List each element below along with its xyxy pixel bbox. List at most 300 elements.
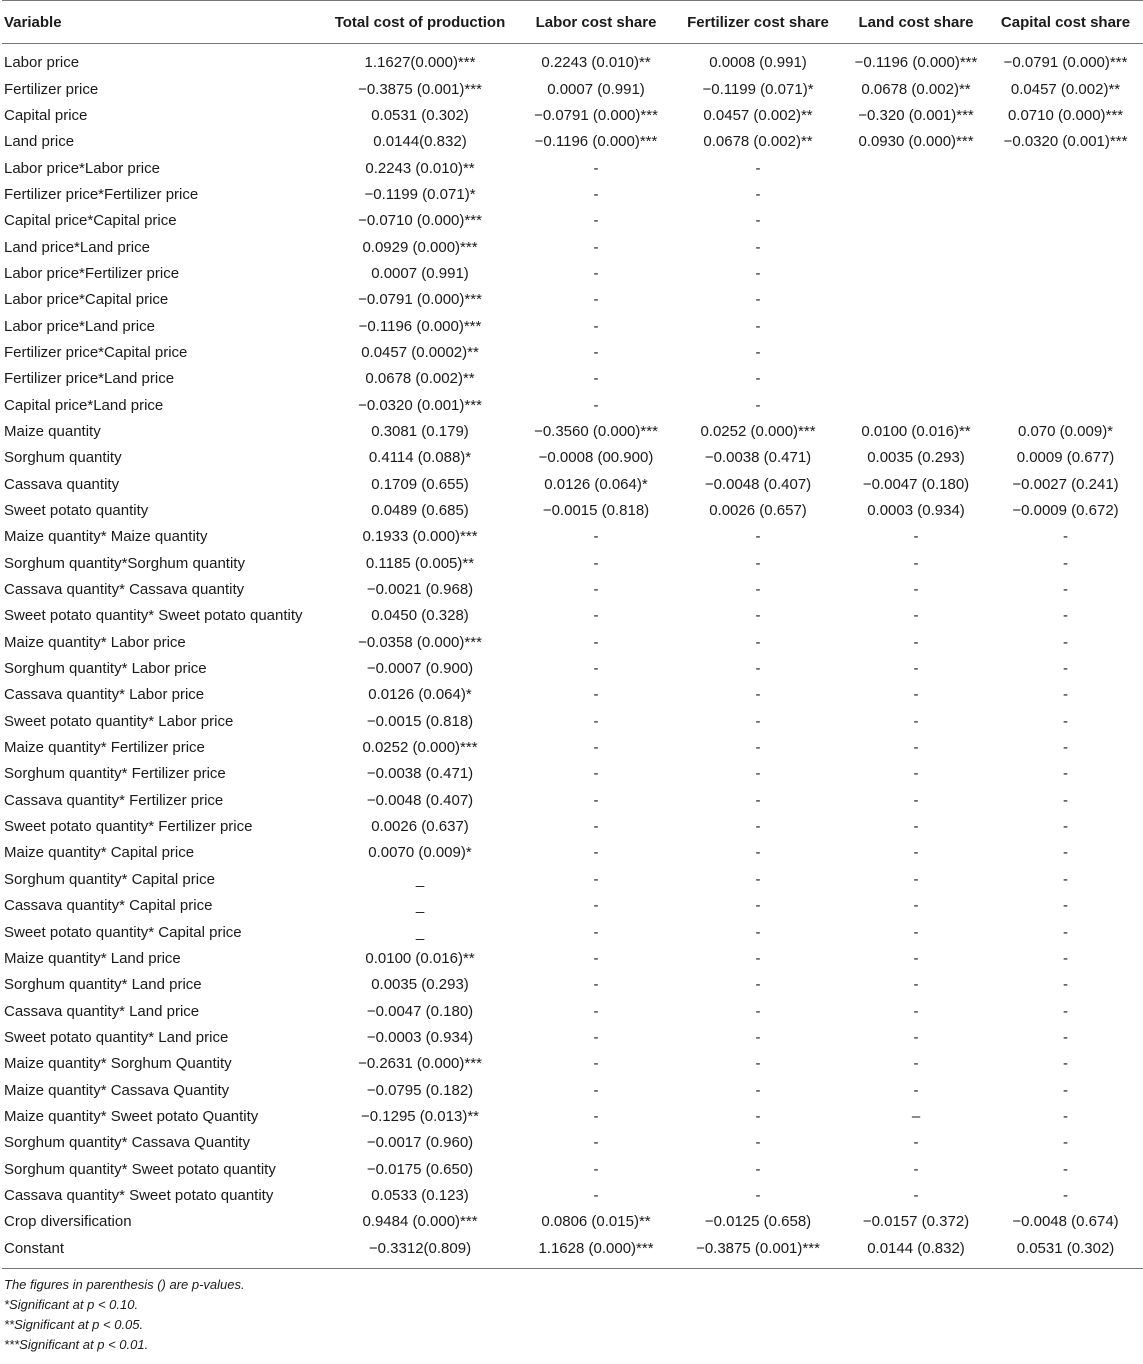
cell-labor-share: - (593, 791, 599, 809)
cell-total-cost: 0.1709 (0.655) (371, 475, 469, 493)
cell-variable: Cassava quantity* Land price (4, 1002, 200, 1020)
table-row (2, 524, 1143, 550)
cell-total-cost: 0.9484 (0.000)*** (362, 1213, 478, 1231)
cell-variable: Sweet potato quantity* Capital price (4, 923, 242, 941)
table-header (2, 1, 1143, 44)
cell-variable: Sorghum quantity* Fertilizer price (4, 765, 226, 783)
cell-variable: Sorghum quantity* Land price (4, 976, 202, 994)
cell-labor-share: - (593, 1160, 599, 1178)
table-row (2, 551, 1143, 577)
cell-land-share: - (913, 1081, 919, 1099)
cell-total-cost: 0.0533 (0.123) (371, 1186, 469, 1204)
cell-land-share: 0.0003 (0.934) (867, 502, 965, 520)
cell-variable: Labor price (4, 54, 80, 72)
cell-land-share: - (913, 607, 919, 625)
cell-variable: Cassava quantity* Cassava quantity (4, 581, 245, 599)
cell-fertilizer-share: 0.0026 (0.657) (709, 502, 807, 520)
cell-variable: Sorghum quantity* Capital price (4, 870, 215, 888)
cell-labor-share: - (593, 317, 599, 335)
cell-labor-share: - (593, 870, 599, 888)
cell-variable: Sorghum quantity*Sorghum quantity (4, 554, 245, 572)
cell-total-cost: 0.1933 (0.000)*** (362, 528, 478, 546)
cell-total-cost: −0.1295 (0.013)** (360, 1107, 479, 1125)
cell-fertilizer-share: - (755, 1186, 761, 1204)
cell-labor-share: - (593, 949, 599, 967)
cell-variable: Labor price*Land price (4, 317, 155, 335)
cell-total-cost: −0.0048 (0.407) (366, 791, 474, 809)
table-row (2, 1209, 1143, 1235)
cell-fertilizer-share: - (755, 844, 761, 862)
cell-labor-share: 0.2243 (0.010)** (541, 54, 651, 72)
cell-total-cost: _ (415, 870, 425, 888)
cell-labor-share: - (593, 897, 599, 915)
cell-capital-share: - (1063, 765, 1068, 783)
cell-fertilizer-share: - (755, 870, 761, 888)
cell-capital-share: - (1063, 791, 1068, 809)
cell-variable: Sorghum quantity* Cassava Quantity (4, 1134, 250, 1152)
cell-capital-share (988, 287, 1143, 313)
cell-land-share (844, 366, 988, 392)
table-row (2, 208, 1143, 234)
cell-land-share: 0.0144 (0.832) (844, 1235, 988, 1268)
cell-labor-share: - (593, 291, 599, 309)
table-row (2, 814, 1143, 840)
header-land-cost-share: Land cost share (844, 1, 988, 44)
cell-capital-share: - (1063, 528, 1068, 546)
cell-capital-share: - (1063, 1028, 1068, 1046)
cell-variable: Sweet potato quantity (4, 502, 149, 520)
regression-table (2, 0, 1143, 1269)
cell-fertilizer-share: - (755, 660, 761, 678)
cell-labor-share: - (593, 1028, 599, 1046)
cell-labor-share: - (593, 159, 599, 177)
cell-fertilizer-share: −0.1199 (0.071)* (702, 80, 814, 98)
cell-fertilizer-share: - (755, 528, 761, 546)
cell-total-cost: 0.0100 (0.016)** (365, 949, 475, 967)
table-row (2, 603, 1143, 629)
cell-total-cost: 0.0252 (0.000)*** (362, 739, 478, 757)
cell-fertilizer-share: - (755, 818, 761, 836)
cell-fertilizer-share: −0.3875 (0.001)*** (672, 1235, 844, 1268)
cell-capital-share (988, 261, 1143, 287)
note-line: **Significant at p < 0.05. (4, 1316, 144, 1332)
cell-variable: Maize quantity* Sorghum Quantity (4, 1055, 232, 1073)
table-row (2, 1130, 1143, 1156)
table-row (2, 893, 1143, 919)
table-row (2, 498, 1143, 524)
cell-variable: Maize quantity* Sweet potato Quantity (4, 1107, 259, 1125)
cell-land-share: - (913, 897, 919, 915)
table-row (2, 366, 1143, 392)
cell-land-share (844, 287, 988, 313)
cell-fertilizer-share: - (755, 1134, 761, 1152)
cell-total-cost: −0.0021 (0.968) (366, 581, 474, 599)
cell-land-share: - (913, 923, 919, 941)
cell-capital-share: −0.0048 (0.674) (1012, 1213, 1119, 1231)
cell-land-share: - (913, 633, 919, 651)
cell-capital-share: - (1063, 1186, 1068, 1204)
cell-labor-share: - (593, 1107, 599, 1125)
cell-capital-share: - (1063, 633, 1068, 651)
cell-labor-share: 0.0007 (0.991) (547, 80, 645, 98)
cell-fertilizer-share: - (755, 264, 761, 282)
cell-fertilizer-share: - (755, 1002, 761, 1020)
table-row (2, 788, 1143, 814)
cell-fertilizer-share: - (755, 554, 761, 572)
cell-variable: Capital price*Land price (4, 396, 164, 414)
cell-fertilizer-share: - (755, 607, 761, 625)
cell-labor-share: - (593, 844, 599, 862)
cell-total-cost: 0.0929 (0.000)*** (362, 238, 478, 256)
cell-fertilizer-share: - (755, 1160, 761, 1178)
cell-variable: Cassava quantity* Sweet potato quantity (4, 1186, 274, 1204)
cell-land-share: - (913, 1055, 919, 1073)
cell-labor-share: - (593, 923, 599, 941)
cell-land-share: 0.0100 (0.016)** (861, 422, 971, 440)
note-line: The figures in parenthesis () are p-values. (4, 1276, 245, 1292)
cell-fertilizer-share: - (755, 897, 761, 915)
cell-fertilizer-share: - (755, 1107, 761, 1125)
cell-variable: Fertilizer price (4, 80, 99, 98)
cell-fertilizer-share: - (755, 765, 761, 783)
cell-total-cost: −0.2631 (0.000)*** (358, 1055, 482, 1073)
cell-labor-share: −0.0791 (0.000)*** (534, 106, 658, 124)
cell-fertilizer-share: - (755, 212, 761, 230)
cell-capital-share: - (1063, 1107, 1068, 1125)
table-row (2, 313, 1143, 339)
cell-capital-share: - (1063, 1160, 1068, 1178)
cell-capital-share: - (1063, 1134, 1068, 1152)
cell-labor-share: - (593, 1055, 599, 1073)
cell-fertilizer-share: - (755, 976, 761, 994)
cell-capital-share: - (1063, 844, 1068, 862)
table-row (2, 1235, 1143, 1268)
cell-fertilizer-share: 0.0252 (0.000)*** (700, 422, 816, 440)
cell-variable: Sweet potato quantity* Sweet potato quantity (4, 607, 303, 625)
cell-total-cost: −0.0710 (0.000)*** (358, 212, 482, 230)
table-row (2, 867, 1143, 893)
table-row (2, 577, 1143, 603)
cell-capital-share (988, 313, 1143, 339)
cell-land-share: - (913, 844, 919, 862)
cell-variable: Sorghum quantity (4, 449, 122, 467)
cell-land-share (844, 392, 988, 418)
cell-total-cost: 0.3081 (0.179) (371, 422, 469, 440)
cell-land-share: - (913, 686, 919, 704)
cell-total-cost: 0.0457 (0.0002)** (361, 343, 479, 361)
cell-fertilizer-share: −0.0038 (0.471) (704, 449, 812, 467)
cell-variable: Maize quantity* Cassava Quantity (4, 1081, 230, 1099)
cell-fertilizer-share: - (755, 923, 761, 941)
cell-labor-share: 1.1628 (0.000)*** (520, 1235, 672, 1268)
cell-variable: Land price (4, 133, 75, 151)
cell-total-cost: −0.0320 (0.001)*** (358, 396, 482, 414)
cell-capital-share: - (1063, 607, 1068, 625)
cell-total-cost: −0.0007 (0.900) (366, 660, 474, 678)
cell-variable: Capital price*Capital price (4, 212, 177, 230)
cell-total-cost: _ (415, 923, 425, 941)
cell-fertilizer-share: - (755, 396, 761, 414)
cell-total-cost: −0.0791 (0.000)*** (358, 291, 482, 309)
cell-land-share (844, 208, 988, 234)
cell-fertilizer-share: - (755, 291, 761, 309)
cell-total-cost: 0.0070 (0.009)* (368, 844, 472, 862)
cell-variable: Maize quantity (4, 422, 101, 440)
cell-land-share: - (913, 1028, 919, 1046)
cell-total-cost: −0.0358 (0.000)*** (358, 633, 482, 651)
cell-labor-share: - (593, 765, 599, 783)
cell-capital-share: - (1063, 712, 1068, 730)
table-row (2, 1077, 1143, 1103)
cell-labor-share: −0.3560 (0.000)*** (534, 422, 658, 440)
table-row (2, 919, 1143, 945)
cell-land-share: - (913, 791, 919, 809)
cell-variable: Crop diversification (4, 1213, 132, 1231)
cell-total-cost: −0.0795 (0.182) (366, 1081, 474, 1099)
cell-variable: Maize quantity* Capital price (4, 844, 195, 862)
cell-labor-share: - (593, 976, 599, 994)
cell-fertilizer-share: - (755, 238, 761, 256)
cell-labor-share: - (593, 633, 599, 651)
cell-capital-share: −0.0320 (0.001)*** (1003, 133, 1128, 151)
cell-capital-share: 0.0009 (0.677) (1016, 449, 1115, 467)
cell-land-share: - (913, 1002, 919, 1020)
cell-land-share (844, 340, 988, 366)
cell-variable: Fertilizer price*Capital price (4, 343, 188, 361)
cell-labor-share: - (593, 370, 599, 388)
cell-land-share (844, 313, 988, 339)
cell-fertilizer-share: 0.0678 (0.002)** (703, 133, 813, 151)
table-row (2, 840, 1143, 866)
cell-total-cost: 0.0035 (0.293) (371, 976, 469, 994)
table-row (2, 182, 1143, 208)
cell-total-cost: −0.0047 (0.180) (366, 1002, 474, 1020)
cell-total-cost: 0.0531 (0.302) (371, 106, 469, 124)
table-row (2, 1025, 1143, 1051)
cell-labor-share: - (593, 1002, 599, 1020)
cell-capital-share: - (1063, 739, 1068, 757)
table-row (2, 44, 1143, 77)
cell-land-share (844, 182, 988, 208)
cell-total-cost: 0.4114 (0.088)* (368, 449, 472, 467)
cell-variable: Fertilizer price*Fertilizer price (4, 185, 199, 203)
cell-total-cost: −0.3312(0.809) (320, 1235, 520, 1268)
cell-land-share: - (913, 949, 919, 967)
cell-capital-share: - (1063, 1055, 1068, 1073)
cell-variable: Sorghum quantity* Labor price (4, 660, 207, 678)
header-capital-cost-share: Capital cost share (988, 1, 1143, 44)
cell-total-cost: 0.0678 (0.002)** (365, 370, 475, 388)
cell-labor-share: - (593, 1134, 599, 1152)
cell-fertilizer-share: 0.0008 (0.991) (709, 54, 807, 72)
cell-labor-share: - (593, 343, 599, 361)
table-row (2, 1156, 1143, 1182)
table-row (2, 340, 1143, 366)
cell-capital-share (988, 208, 1143, 234)
table-notes (2, 1275, 1141, 1355)
table-row (2, 129, 1143, 155)
table-row (2, 761, 1143, 787)
cell-variable: Capital price (4, 106, 88, 124)
cell-capital-share: - (1063, 949, 1068, 967)
cell-capital-share: −0.0791 (0.000)*** (1003, 54, 1128, 72)
cell-land-share: −0.1196 (0.000)*** (854, 54, 978, 72)
cell-labor-share: −0.0015 (0.818) (542, 502, 650, 520)
cell-capital-share (988, 392, 1143, 418)
table-body (2, 44, 1143, 1269)
cell-labor-share: - (593, 1081, 599, 1099)
cell-land-share: - (913, 1160, 919, 1178)
note-line: ***Significant at p < 0.01. (4, 1336, 149, 1352)
cell-total-cost: 0.1185 (0.005)** (365, 554, 475, 572)
table-row (2, 1104, 1143, 1130)
cell-total-cost: 0.0007 (0.991) (371, 264, 469, 282)
table-row (2, 1183, 1143, 1209)
note-line: *Significant at p < 0.10. (4, 1296, 139, 1312)
cell-land-share: - (913, 1186, 919, 1204)
cell-fertilizer-share: - (755, 1081, 761, 1099)
cell-fertilizer-share: - (755, 739, 761, 757)
cell-variable: Cassava quantity (4, 475, 120, 493)
cell-capital-share: 0.070 (0.009)* (1017, 422, 1114, 440)
table-row (2, 392, 1143, 418)
cell-land-share: - (913, 765, 919, 783)
cell-variable: Labor price*Labor price (4, 159, 160, 177)
cell-labor-share: - (593, 818, 599, 836)
table-row (2, 234, 1143, 260)
table-row (2, 1051, 1143, 1077)
cell-land-share: - (913, 976, 919, 994)
cell-capital-share: - (1063, 554, 1068, 572)
cell-labor-share: 0.0126 (0.064)* (544, 475, 648, 493)
cell-total-cost: −0.0038 (0.471) (366, 765, 474, 783)
cell-variable: Sorghum quantity* Sweet potato quantity (4, 1160, 276, 1178)
cell-labor-share: - (593, 238, 599, 256)
cell-capital-share: - (1063, 686, 1068, 704)
cell-fertilizer-share: −0.0125 (0.658) (704, 1213, 812, 1231)
cell-capital-share: - (1063, 1081, 1068, 1099)
cell-variable: Constant (2, 1235, 320, 1268)
cell-fertilizer-share: - (755, 633, 761, 651)
cell-labor-share: - (593, 264, 599, 282)
cell-fertilizer-share: 0.0457 (0.002)** (703, 106, 813, 124)
cell-land-share: - (913, 1134, 919, 1152)
cell-capital-share: 0.0710 (0.000)*** (1007, 106, 1124, 124)
cell-total-cost: 0.0026 (0.637) (371, 818, 469, 836)
cell-total-cost: −0.0003 (0.934) (366, 1028, 474, 1046)
cell-total-cost: _ (415, 897, 425, 915)
header-variable: Variable (2, 1, 320, 44)
cell-capital-share: - (1063, 818, 1068, 836)
table-row (2, 103, 1143, 129)
cell-labor-share: - (593, 1186, 599, 1204)
table-row (2, 972, 1143, 998)
cell-labor-share: - (593, 581, 599, 599)
cell-land-share: −0.0047 (0.180) (862, 475, 970, 493)
cell-fertilizer-share: - (755, 370, 761, 388)
cell-variable: Fertilizer price*Land price (4, 370, 175, 388)
cell-fertilizer-share: - (755, 949, 761, 967)
table-row (2, 946, 1143, 972)
cell-total-cost: 1.1627(0.000)*** (364, 54, 476, 72)
cell-labor-share: - (593, 528, 599, 546)
header-total-cost: Total cost of production (320, 1, 520, 44)
cell-variable: Maize quantity* Labor price (4, 633, 186, 651)
cell-labor-share: - (593, 185, 599, 203)
cell-capital-share (988, 155, 1143, 181)
cell-capital-share: - (1063, 923, 1068, 941)
cell-variable: Maize quantity* Fertilizer price (4, 739, 205, 757)
cell-land-share: - (913, 712, 919, 730)
cell-total-cost: 0.2243 (0.010)** (365, 159, 475, 177)
cell-fertilizer-share: −0.0048 (0.407) (704, 475, 812, 493)
cell-labor-share: - (593, 686, 599, 704)
table-row (2, 445, 1143, 471)
table-row (2, 287, 1143, 313)
cell-labor-share: - (593, 712, 599, 730)
cell-total-cost: −0.1199 (0.071)* (364, 185, 476, 203)
table-row (2, 155, 1143, 181)
cell-total-cost: −0.1196 (0.000)*** (358, 317, 482, 335)
cell-capital-share: - (1063, 976, 1068, 994)
cell-capital-share (988, 366, 1143, 392)
cell-capital-share: −0.0027 (0.241) (1012, 475, 1119, 493)
cell-capital-share: - (1063, 870, 1068, 888)
cell-total-cost: 0.0450 (0.328) (371, 607, 469, 625)
cell-land-share: - (913, 818, 919, 836)
cell-variable: Labor price*Fertilizer price (4, 264, 180, 282)
table-row (2, 630, 1143, 656)
cell-fertilizer-share: - (755, 343, 761, 361)
cell-labor-share: −0.1196 (0.000)*** (534, 133, 658, 151)
cell-total-cost: 0.0144(0.832) (373, 133, 467, 151)
table-row (2, 709, 1143, 735)
cell-land-share: - (913, 554, 919, 572)
cell-fertilizer-share: - (755, 791, 761, 809)
cell-total-cost: −0.0015 (0.818) (366, 712, 474, 730)
cell-variable: Cassava quantity* Capital price (4, 897, 213, 915)
cell-variable: Sweet potato quantity* Fertilizer price (4, 818, 253, 836)
cell-land-share (844, 155, 988, 181)
cell-capital-share (988, 182, 1143, 208)
cell-total-cost: 0.0126 (0.064)* (368, 686, 472, 704)
cell-labor-share: - (593, 607, 599, 625)
cell-land-share (844, 261, 988, 287)
cell-labor-share: - (593, 660, 599, 678)
cell-land-share: - (913, 870, 919, 888)
table-row (2, 735, 1143, 761)
cell-variable: Sweet potato quantity* Land price (4, 1028, 229, 1046)
cell-capital-share: −0.0009 (0.672) (1012, 502, 1119, 520)
header-labor-cost-share: Labor cost share (520, 1, 672, 44)
cell-fertilizer-share: - (755, 317, 761, 335)
table-row (2, 419, 1143, 445)
cell-variable: Sweet potato quantity* Labor price (4, 712, 234, 730)
cell-land-share: −0.320 (0.001)*** (858, 106, 974, 124)
cell-capital-share: - (1063, 1002, 1068, 1020)
cell-variable: Cassava quantity* Labor price (4, 686, 205, 704)
cell-fertilizer-share: - (755, 159, 761, 177)
cell-land-share: 0.0035 (0.293) (867, 449, 965, 467)
header-row (2, 1, 1143, 44)
cell-land-share: 0.0930 (0.000)*** (858, 133, 974, 151)
cell-fertilizer-share: - (755, 1055, 761, 1073)
cell-total-cost: −0.0175 (0.650) (366, 1160, 474, 1178)
cell-capital-share: 0.0457 (0.002)** (1010, 80, 1121, 98)
table-row (2, 472, 1143, 498)
cell-variable: Land price*Land price (4, 238, 150, 256)
cell-land-share: 0.0678 (0.002)** (861, 80, 971, 98)
